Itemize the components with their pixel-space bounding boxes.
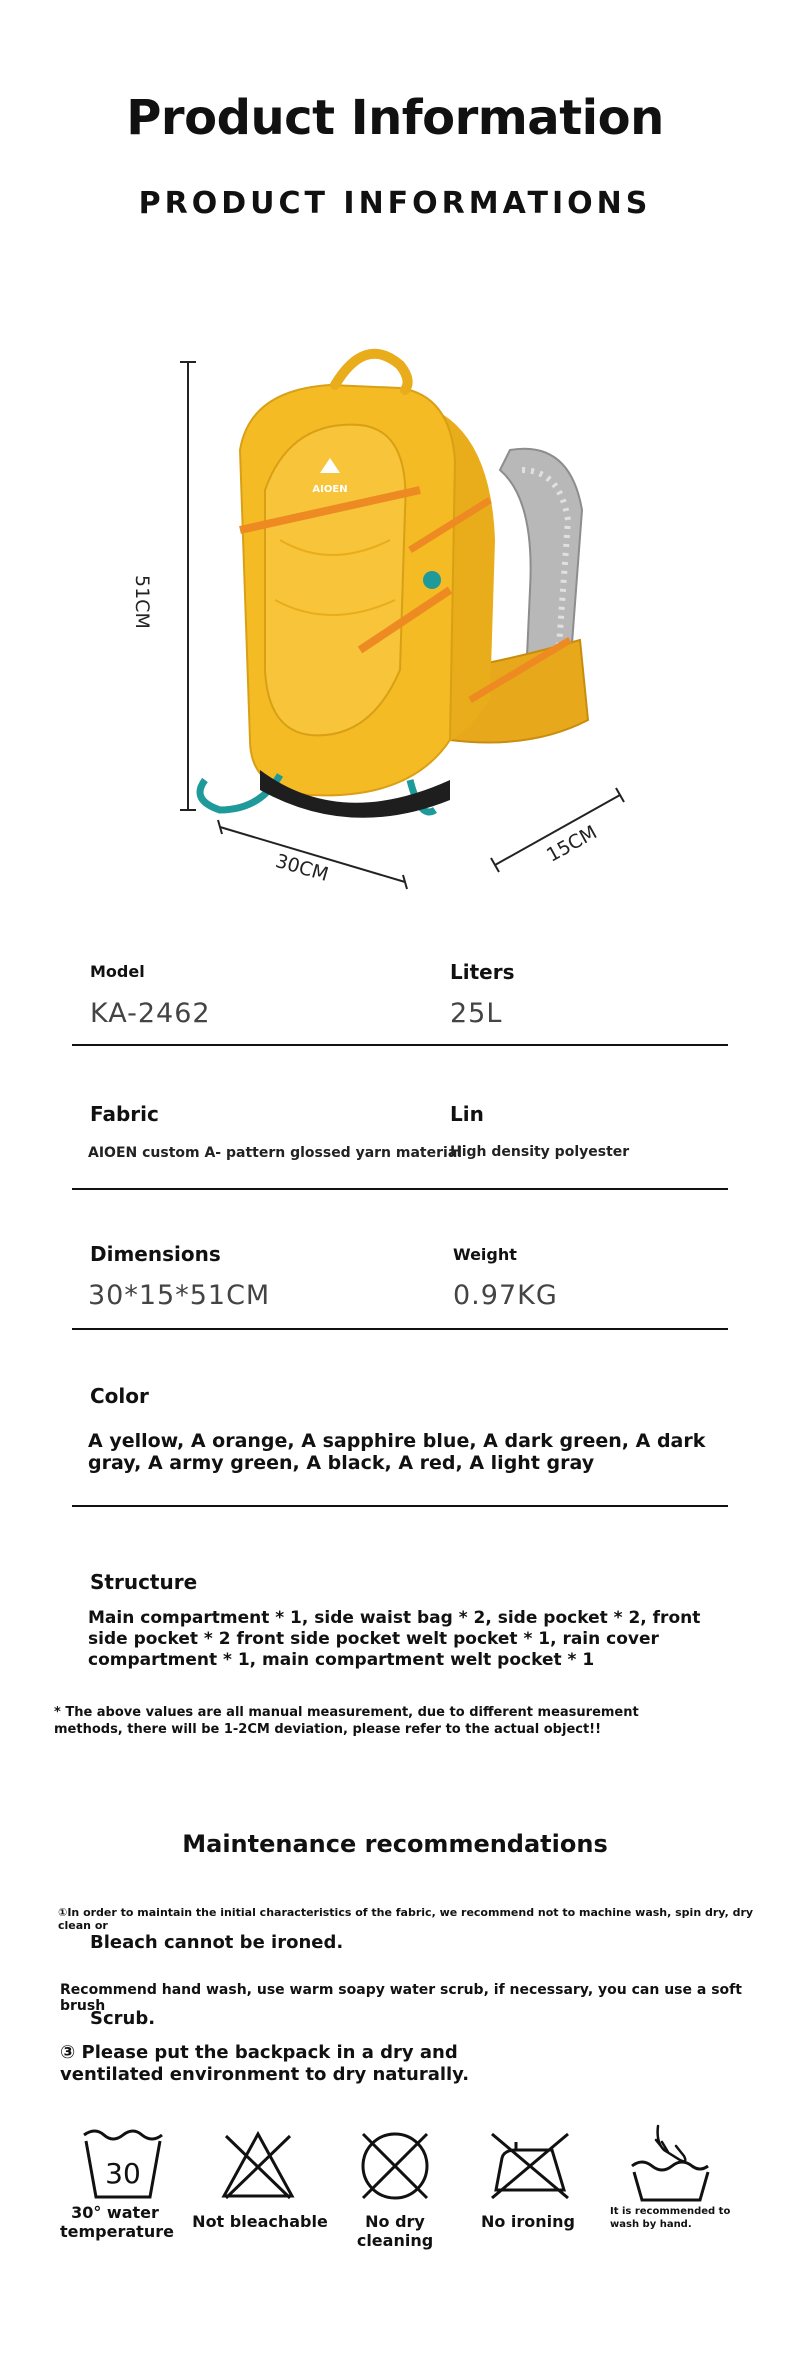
fabric-label: Fabric [90,1102,159,1126]
page-subtitle: PRODUCT INFORMATIONS [138,186,652,221]
maintenance-item-2b: Scrub. [90,2008,156,2029]
depth-label: 15CM [543,821,601,867]
brand-logo-text: AIOEN [312,484,348,495]
color-label: Color [90,1384,149,1408]
lin-value: High density polyester [450,1144,630,1160]
divider [72,1505,728,1507]
maintenance-item-1: ①In order to maintain the initial characteristics of the fabric, we recommend not to machine wash, spin dry, dry clean or [58,1906,754,1932]
structure-label: Structure [90,1570,198,1594]
weight-value: 0.97KG [453,1280,558,1311]
no-bleach-label: Not bleachable [192,2212,328,2231]
dimensions-label: Dimensions [90,1242,221,1266]
measurement-note: * The above values are all manual measurement, due to different measurement methods, there will be 1-2CM deviation, please refer to the actual object!! [54,1705,639,1737]
maintenance-item-2: Recommend hand wash, use warm soapy water scrub, if necessary, you can use a soft brush [60,1982,742,2014]
maintenance-title: Maintenance recommendations [182,1830,608,1858]
lin-label: Lin [450,1102,484,1126]
no-dry-clean-label: No dry cleaning [356,2212,434,2250]
backpack-illustration [150,340,650,900]
divider [72,1328,728,1330]
divider [72,1188,728,1190]
no-bleach-icon [220,2130,296,2205]
hand-wash-icon [628,2120,712,2209]
no-iron-icon [488,2130,572,2205]
color-value: A yellow, A orange, A sapphire blue, A dark green, A dark gray, A army green, A black, A red, A light gray [88,1430,706,1474]
dimensions-value: 30*15*51CM [88,1280,271,1311]
wash-temp-number: 30 [105,2157,141,2190]
maintenance-item-1b: Bleach cannot be ironed. [90,1932,344,1953]
no-dry-clean-icon [357,2128,433,2209]
wash-30-icon [80,2125,166,2206]
no-iron-label: No ironing [480,2212,576,2231]
model-value: KA-2462 [90,998,211,1029]
weight-label: Weight [453,1245,517,1264]
top-handle [335,354,408,390]
maintenance-item-3: ③ Please put the backpack in a dry and ventilated environment to dry naturally. [60,2042,470,2085]
width-label: 30CM [273,850,331,886]
height-label: 51CM [131,575,153,629]
page-title: Product Information [126,90,664,146]
fabric-value: AIOEN custom A- pattern glossed yarn material [88,1145,463,1161]
liters-value: 25L [450,998,503,1029]
divider [72,1044,728,1046]
hand-wash-label: It is recommended to wash by hand. [610,2206,731,2230]
structure-value: Main compartment * 1, side waist bag * 2, side pocket * 2, front side pocket * 2 front side pocket welt pocket * 1, rain cover compartment * 1, main compartment welt pocket * 1 [88,1608,701,1670]
model-label: Model [90,962,145,981]
wash-30-label: 30° water temperature [60,2203,174,2241]
backpack-diagram [150,340,650,900]
liters-label: Liters [450,960,515,984]
